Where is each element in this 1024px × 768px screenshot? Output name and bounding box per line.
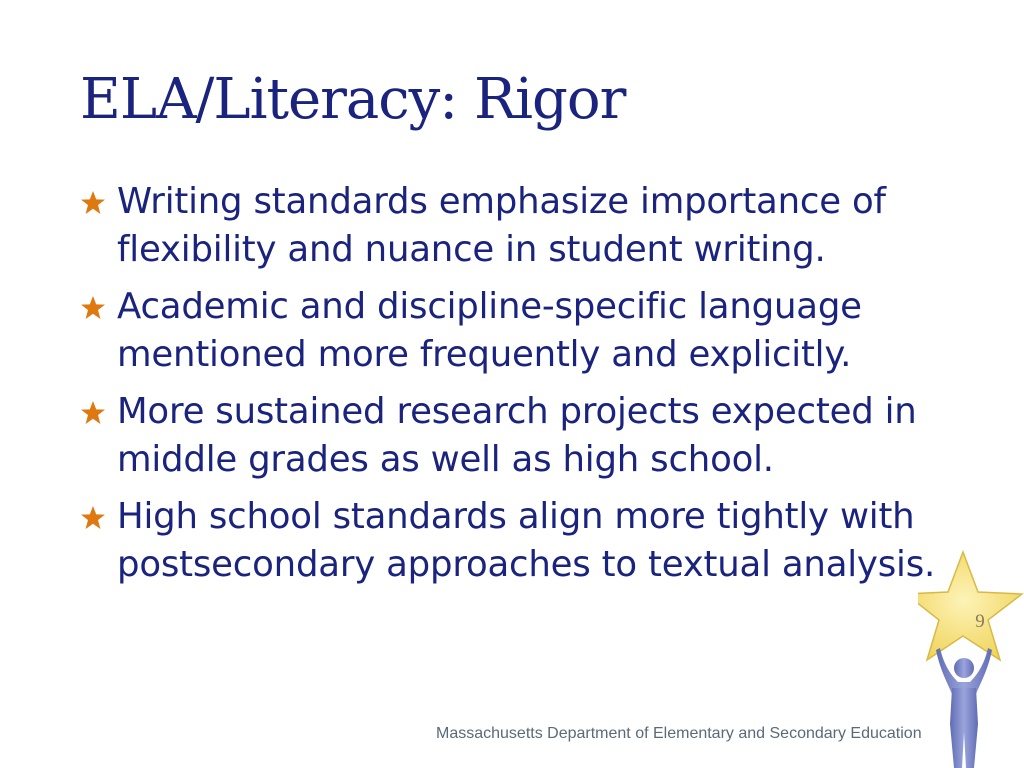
star-icon (80, 400, 106, 426)
mascot-head (954, 658, 974, 678)
bullet-text-line: Academic and discipline-specific language (117, 286, 862, 327)
bullet-text-line: High school standards align more tightly with (117, 496, 915, 537)
bullet-list (80, 178, 940, 598)
slide-title: ELA/Literacy: Rigor (80, 67, 626, 132)
star-icon (80, 190, 106, 216)
mascot-star (918, 552, 1022, 660)
bullet-text-line: Writing standards emphasize importance of (117, 181, 886, 222)
bullet-item (80, 178, 940, 274)
bullet-text-line: postsecondary approaches to textual analysis. (117, 544, 936, 585)
bullet-item (80, 493, 940, 589)
star-icon (80, 295, 106, 321)
bullet-text-line: flexibility and nuance in student writing. (117, 229, 826, 270)
page-number: 9 (975, 611, 985, 632)
bullet-text-line: mentioned more frequently and explicitly. (117, 334, 852, 375)
star-icon (80, 505, 106, 531)
footer-text: Massachusetts Department of Elementary and Secondary Education (436, 725, 922, 742)
bullet-item (80, 283, 940, 379)
bullet-item (80, 388, 940, 484)
star-mascot-icon (918, 548, 1024, 768)
mascot-body (950, 688, 978, 768)
bullet-text-line: More sustained research projects expected in (117, 391, 917, 432)
bullet-text-line: middle grades as well as high school. (117, 439, 774, 480)
